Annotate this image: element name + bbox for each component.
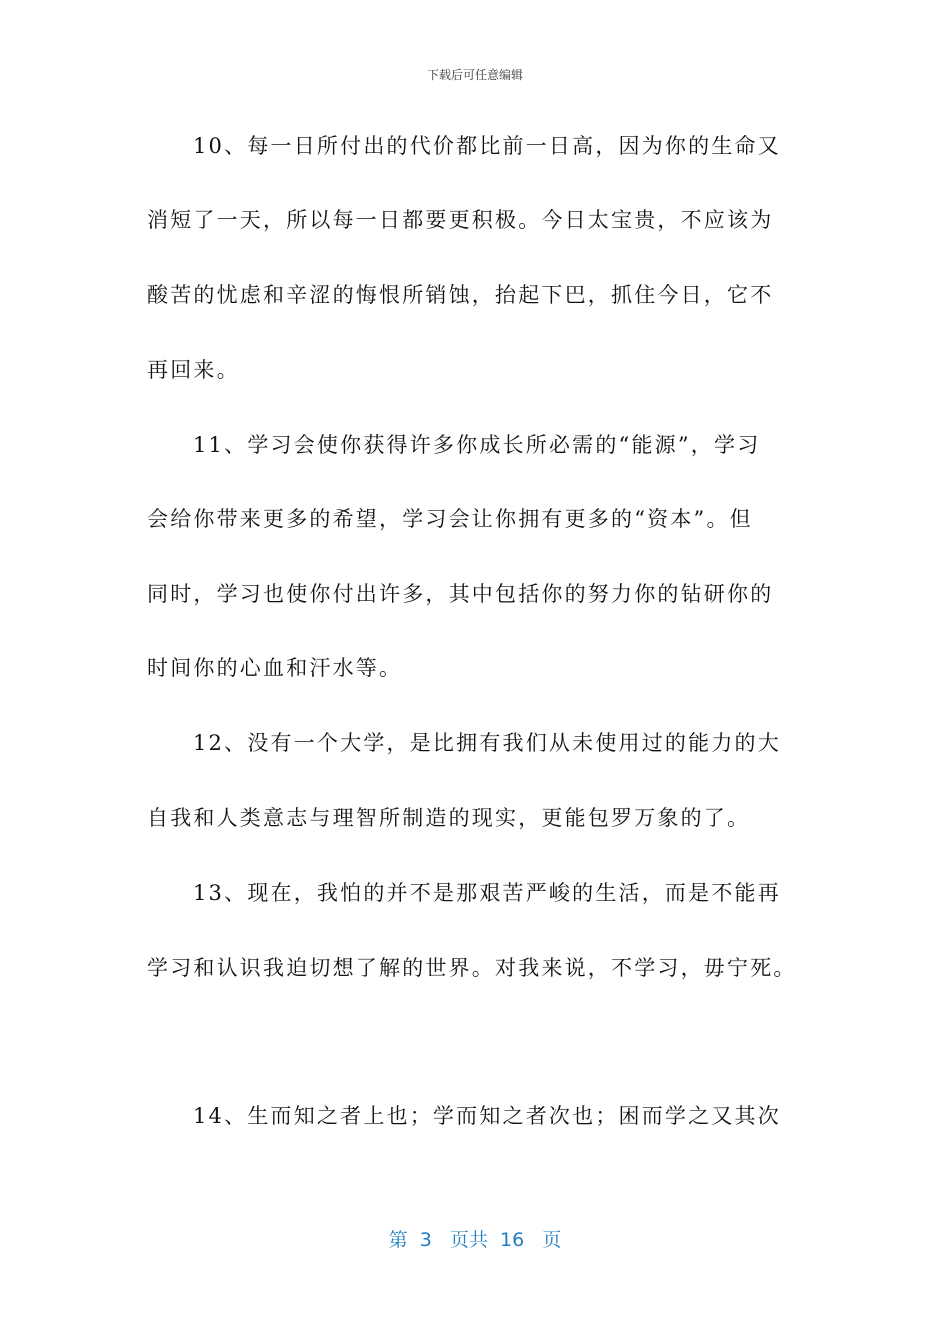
footer-prefix: 第 — [388, 1229, 408, 1251]
page-header: 下载后可任意编辑 — [426, 68, 523, 82]
paragraph-10-line-2: 消短了一天，所以每一日都要更积极。今日太宝贵，不应该为 — [147, 208, 774, 232]
paragraph-10-line-1: 10、每一日所付出的代价都比前一日高，因为你的生命又 — [193, 134, 781, 158]
footer-suffix: 页 — [542, 1229, 562, 1251]
footer-current-page: 3 — [419, 1229, 432, 1251]
paragraph-13-line-1: 13、现在，我怕的并不是那艰苦严峻的生活，而是不能再 — [193, 881, 781, 905]
paragraph-11-line-3: 同时，学习也使你付出许多，其中包括你的努力你的钻研你的 — [147, 582, 774, 606]
page-footer — [0, 1225, 950, 1252]
footer-middle: 页共 — [449, 1229, 488, 1251]
paragraph-14-line-1: 14、生而知之者上也；学而知之者次也；困而学之又其次 — [193, 1104, 781, 1128]
paragraph-11-line-2: 会给你带来更多的希望，学习会让你拥有更多的“资本”。但 — [147, 507, 753, 531]
paragraph-10-line-4: 再回来。 — [147, 358, 240, 382]
footer-total-pages: 16 — [500, 1229, 525, 1251]
paragraph-11-line-4: 时间你的心血和汗水等。 — [147, 656, 403, 680]
paragraph-12-line-2: 自我和人类意志与理智所制造的现实，更能包罗万象的了。 — [147, 806, 751, 830]
paragraph-10-line-3: 酸苦的忧虑和辛涩的悔恨所销蚀，抬起下巴，抓住今日，它不 — [147, 283, 774, 307]
paragraph-11-line-1: 11、学习会使你获得许多你成长所必需的“能源”，学习 — [193, 433, 761, 457]
paragraph-13-line-2: 学习和认识我迫切想了解的世界。对我来说，不学习，毋宁死。 — [147, 956, 797, 980]
paragraph-12-line-1: 12、没有一个大学，是比拥有我们从未使用过的能力的大 — [193, 731, 781, 755]
